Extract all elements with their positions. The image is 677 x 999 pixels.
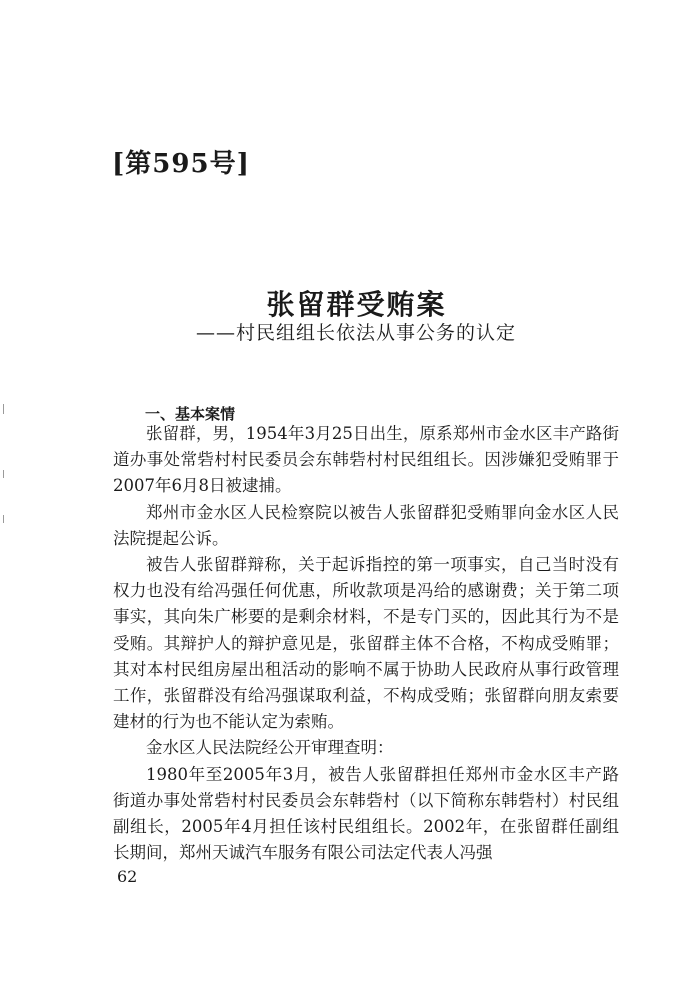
body-text — [113, 421, 619, 866]
case-title: 张留群受贿案 — [266, 288, 447, 321]
paragraph: 郑州市金水区人民检察院以被告人张留群犯受贿罪向金水区人民法院提起公诉。 — [113, 502, 619, 548]
case-subtitle: ——村民组组长依法从事公务的认定 — [196, 322, 517, 344]
paragraph: 1980年至2005年3月，被告人张留群担任郑州市金水区丰产路街道办事处常砦村村民委员会东韩砦村（以下简称东韩砦村）村民组副组长，2005年4月担任该村民组组长。2002年，在张留群任副组长期间，郑州天诚汽车服务有限公司法定代表人冯强 — [113, 764, 619, 863]
margin-mark — [3, 404, 4, 414]
margin-mark — [3, 515, 4, 523]
page-number: 62 — [117, 867, 138, 886]
paragraph: 被告人张留群辩称，关于起诉指控的第一项事实，自己当时没有权力也没有给冯强任何优惠，所收款项是冯给的感谢费；关于第二项事实，其向朱广彬要的是剩余材料，不是专门买的，因此其行为不是受贿。其辩护人的辩护意见是，张留群主体不合格，不构成受贿罪；其对本村民组房屋出租活动的影响不属于协助人民政府从事行政管理工作，张留群没有给冯强谋取利益，不构成受贿；张留群向朋友索要建材的行为也不能认定为索贿。 — [113, 555, 619, 732]
paragraph: 张留群，男，1954年3月25日出生，原系郑州市金水区丰产路街道办事处常砦村村民委员会东韩砦村村民组组长。因涉嫌犯受贿罪于2007年6月8日被逮捕。 — [113, 424, 619, 496]
paragraph: 金水区人民法院经公开审理查明： — [146, 738, 394, 758]
margin-mark — [3, 470, 4, 478]
section-heading: 一、基本案情 — [145, 405, 236, 423]
case-number: [第595号] — [112, 149, 250, 179]
